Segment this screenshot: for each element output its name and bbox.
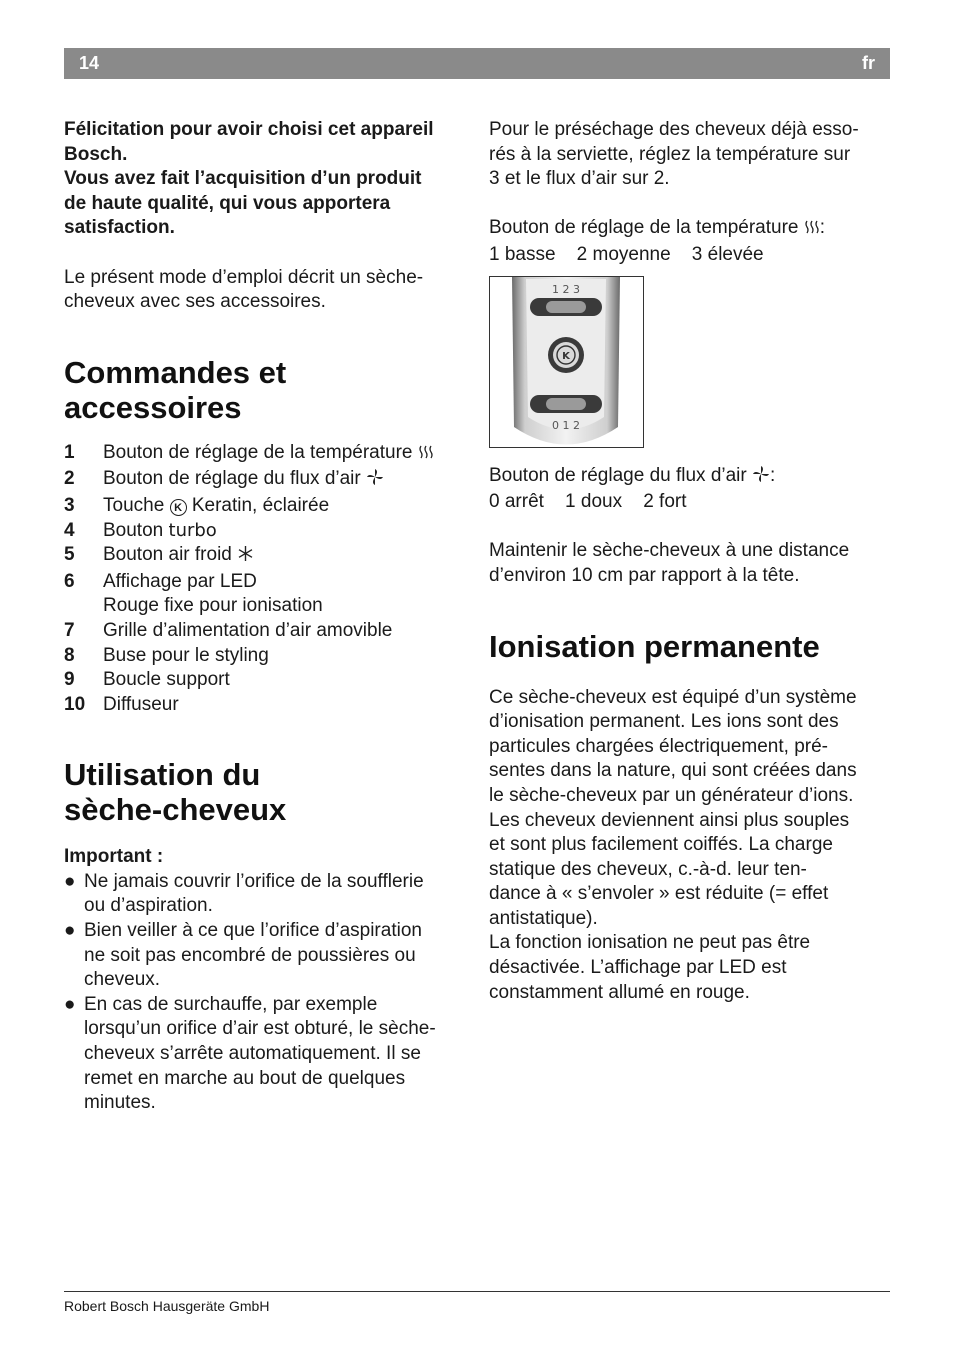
- ion-text-line: d’ionisation permanent. Les ions sont des: [489, 711, 839, 733]
- page-number: 14: [79, 53, 100, 73]
- list-item: 5 Bouton air froid: [64, 543, 469, 570]
- language-code: fr: [862, 53, 875, 73]
- fan-icon: [366, 468, 384, 494]
- intro-bold-line: Félicitation pour avoir choisi cet appareil: [64, 119, 434, 140]
- left-column: [64, 118, 469, 1116]
- right-column: [489, 118, 894, 1005]
- list-item: 9 Boucle support: [64, 669, 230, 691]
- page-header-bar: [64, 48, 890, 79]
- heat-waves-icon: [804, 218, 820, 243]
- temp-label: Bouton de réglage de la température :: [489, 216, 894, 243]
- distance-text-line: d’environ 10 cm par rapport à la tête.: [489, 564, 800, 586]
- air-levels: 0 arrêt 1 doux 2 fort: [489, 491, 687, 513]
- ion-text-line: dance à « s’envoler » est réduite (= effet: [489, 883, 829, 905]
- footer-company: Robert Bosch Hausgeräte GmbH: [64, 1298, 270, 1314]
- list-item: 3 Touche K Keratin, éclairée: [64, 494, 330, 516]
- ion-text-line: particules chargées électriquement, pré-: [489, 735, 829, 757]
- list-item: 1 Bouton de réglage de la température: [64, 441, 469, 468]
- intro-text-line: cheveux avec ses accessoires.: [64, 291, 326, 313]
- fan-icon: [752, 465, 770, 491]
- temp-scale: 1 2 3: [552, 282, 580, 296]
- intro-bold-line: satisfaction.: [64, 217, 175, 239]
- air-label: Bouton de réglage du flux d’air :: [489, 464, 894, 491]
- predry-text-line: Pour le préséchage des cheveux déjà esso-: [489, 119, 859, 140]
- ion-text-line: Ce sèche-cheveux est équipé d’un système: [489, 686, 857, 708]
- ion-text-line: et sont plus facilement coiffés. La charge: [489, 834, 833, 856]
- ion-text-line: constamment allumé en rouge.: [489, 981, 750, 1003]
- list-item: 4 Bouton turbo: [64, 519, 217, 541]
- ion-text-line: le sèche-cheveux par un générateur d’ions.: [489, 784, 854, 806]
- list-item: 7 Grille d’alimentation d’air amovible: [64, 619, 393, 641]
- ion-text-line: antistatique).: [489, 907, 598, 929]
- predry-text-line: rés à la serviette, réglez la température sur: [489, 143, 851, 165]
- predry-text-line: 3 et le flux d’air sur 2.: [489, 168, 670, 190]
- intro-bold-line: Bosch.: [64, 143, 128, 165]
- bullet-item: ● En cas de surchauffe, par exemple lorsqu’un orifice d’air est obturé, le sèche- cheveux s’arrête automatiquement. Il se remet en marche au bout de quelques minutes.: [64, 993, 436, 1114]
- list-item: 10 Diffuseur: [64, 693, 179, 715]
- bullet-item: ● Bien veiller à ce que l’orifice d’aspiration ne soit pas encombré de poussières ou cheveux.: [64, 920, 422, 991]
- control-panel-image: [489, 276, 644, 448]
- list-item: 6 Affichage par LED Rouge fixe pour ionisation: [64, 570, 323, 617]
- heat-waves-icon: [418, 443, 434, 468]
- temp-levels: 1 basse 2 moyenne 3 élevée: [489, 243, 764, 265]
- ion-text-line: Les cheveux deviennent ainsi plus souples: [489, 809, 850, 831]
- bullet-item: ● Ne jamais couvrir l’orifice de la soufflerie ou d’aspiration.: [64, 870, 424, 917]
- intro-text-line: Le présent mode d’emploi décrit un sèche-: [64, 266, 424, 288]
- important-label: Important :: [64, 846, 164, 868]
- intro-bold-line: de haute qualité, qui vous apportera: [64, 192, 391, 214]
- section-title-controls: Commandes et accessoires: [64, 354, 287, 425]
- ion-text-line: statique des cheveux, c.-à-d. leur ten-: [489, 858, 807, 880]
- accessories-list: [64, 441, 469, 718]
- keratin-k-icon: K: [170, 499, 187, 516]
- list-item: 8 Buse pour le styling: [64, 644, 269, 666]
- list-item: 2 Bouton de réglage du flux d’air: [64, 467, 469, 494]
- intro-bold-line: Vous avez fait l’acquisition d’un produit: [64, 168, 422, 190]
- section-title-usage: Utilisation du sèche-cheveux: [64, 757, 287, 828]
- keratin-k-icon: K: [562, 350, 570, 362]
- ion-text-line: La fonction ionisation ne peut pas être: [489, 932, 811, 954]
- safety-bullets: [64, 870, 469, 1116]
- footer-divider: [64, 1291, 890, 1292]
- ion-text-line: sentes dans la nature, qui sont créées dans: [489, 760, 857, 782]
- distance-text-line: Maintenir le sèche-cheveux à une distance: [489, 540, 850, 562]
- air-scale: 0 1 2: [552, 418, 580, 432]
- snowflake-icon: [237, 545, 254, 570]
- ion-text-line: désactivée. L’affichage par LED est: [489, 957, 787, 979]
- section-title-ionisation: Ionisation permanente: [489, 628, 820, 664]
